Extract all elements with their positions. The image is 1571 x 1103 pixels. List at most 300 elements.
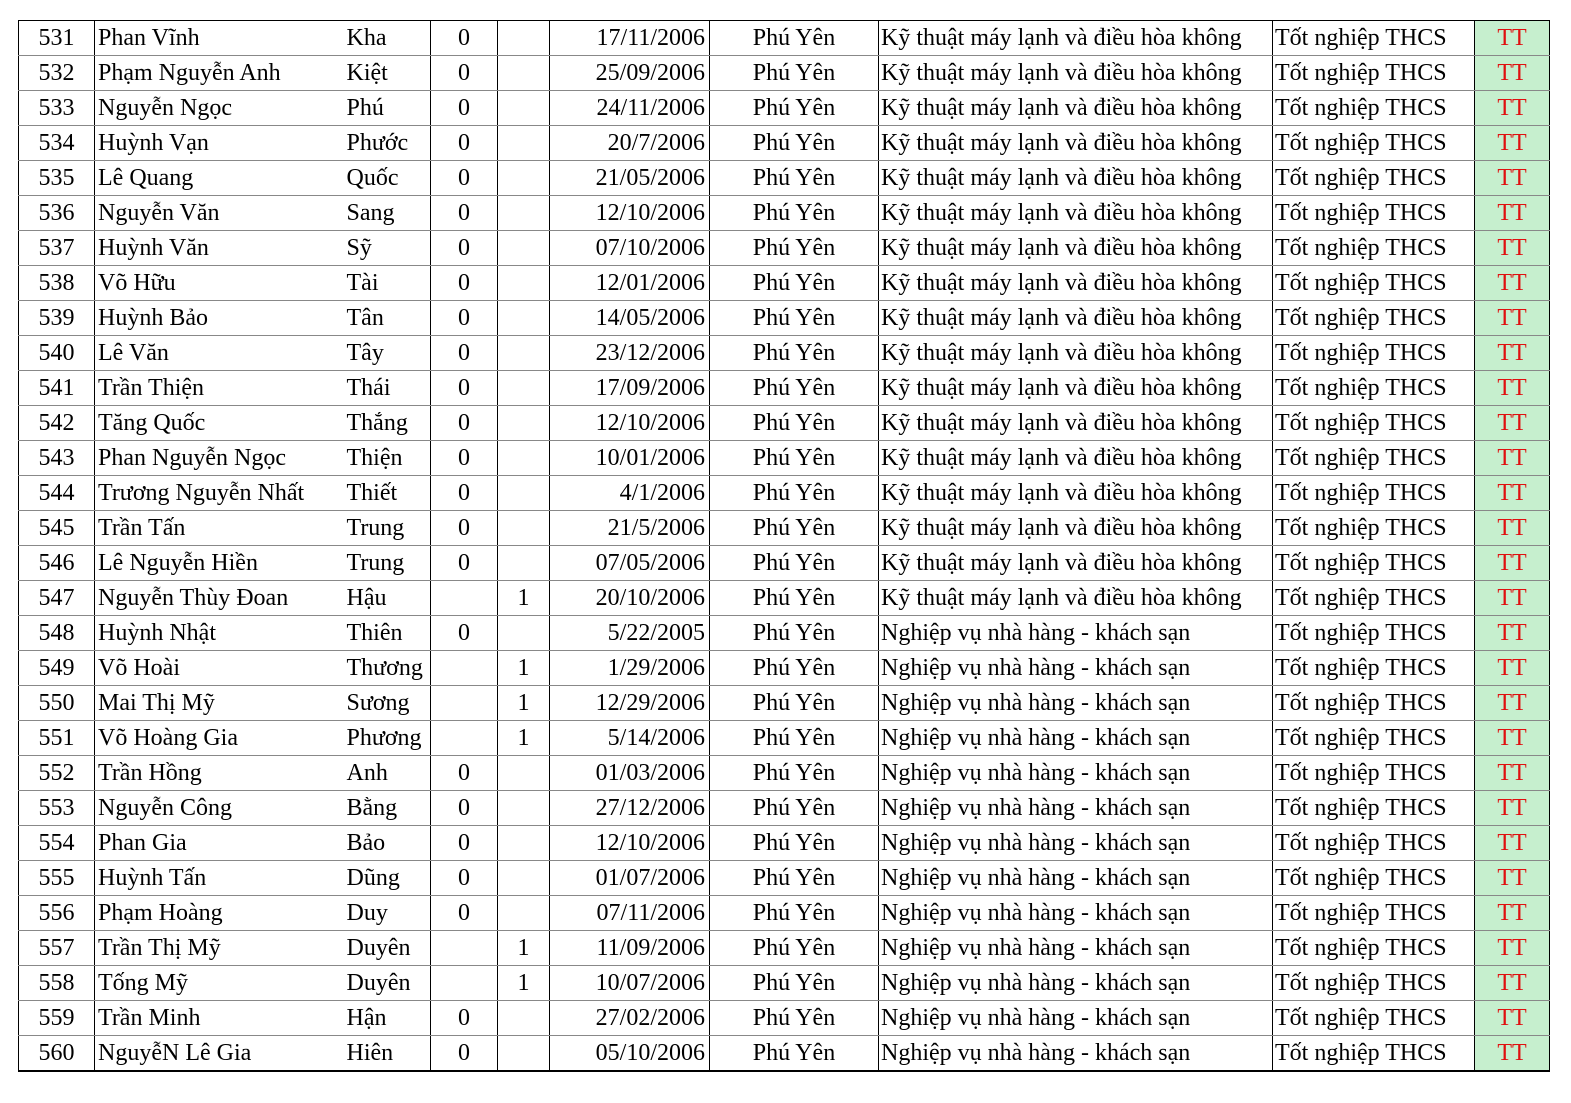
row-number-cell: 553 (19, 791, 95, 826)
education-level-cell: Tốt nghiệp THCS (1273, 371, 1475, 406)
birthplace-cell: Phú Yên (710, 161, 879, 196)
male-cell: 0 (431, 91, 498, 126)
female-cell: 1 (498, 931, 550, 966)
birth-date-cell: 07/05/2006 (550, 546, 710, 581)
education-level-cell: Tốt nghiệp THCS (1273, 1036, 1475, 1072)
female-cell (498, 231, 550, 266)
given-name-cell: Bảo (345, 826, 431, 861)
given-name-cell: Thiên (345, 616, 431, 651)
male-cell: 0 (431, 826, 498, 861)
given-name-cell: Tây (345, 336, 431, 371)
male-cell: 0 (431, 616, 498, 651)
status-cell: TT (1475, 756, 1550, 791)
status-cell: TT (1475, 1001, 1550, 1036)
status-cell: TT (1475, 931, 1550, 966)
major-cell: Nghiệp vụ nhà hàng - khách sạn (879, 931, 1273, 966)
major-cell: Nghiệp vụ nhà hàng - khách sạn (879, 966, 1273, 1001)
birthplace-cell: Phú Yên (710, 231, 879, 266)
major-cell: Nghiệp vụ nhà hàng - khách sạn (879, 721, 1273, 756)
row-number-cell: 536 (19, 196, 95, 231)
birthplace-cell: Phú Yên (710, 616, 879, 651)
birthplace-cell: Phú Yên (710, 266, 879, 301)
row-number-cell: 547 (19, 581, 95, 616)
surname-cell: Võ Hoàng Gia (95, 721, 345, 756)
birthplace-cell: Phú Yên (710, 21, 879, 56)
row-number-cell: 543 (19, 441, 95, 476)
male-cell: 0 (431, 126, 498, 161)
major-cell: Kỹ thuật máy lạnh và điều hòa không (879, 581, 1273, 616)
given-name-cell: Sỹ (345, 231, 431, 266)
surname-cell: Lê Văn (95, 336, 345, 371)
birthplace-cell: Phú Yên (710, 196, 879, 231)
surname-cell: Tống Mỹ (95, 966, 345, 1001)
male-cell: 0 (431, 196, 498, 231)
surname-cell: Phan Nguyễn Ngọc (95, 441, 345, 476)
row-number-cell: 551 (19, 721, 95, 756)
birthplace-cell: Phú Yên (710, 791, 879, 826)
birth-date-cell: 17/09/2006 (550, 371, 710, 406)
major-cell: Nghiệp vụ nhà hàng - khách sạn (879, 1001, 1273, 1036)
table-row (19, 126, 1550, 161)
birthplace-cell: Phú Yên (710, 651, 879, 686)
female-cell (498, 336, 550, 371)
male-cell: 0 (431, 896, 498, 931)
birthplace-cell: Phú Yên (710, 336, 879, 371)
status-cell: TT (1475, 791, 1550, 826)
education-level-cell: Tốt nghiệp THCS (1273, 56, 1475, 91)
given-name-cell: Thái (345, 371, 431, 406)
female-cell (498, 196, 550, 231)
table-row (19, 336, 1550, 371)
birth-date-cell: 12/10/2006 (550, 196, 710, 231)
surname-cell: Huỳnh Vạn (95, 126, 345, 161)
female-cell (498, 546, 550, 581)
surname-cell: Nguyễn Thùy Đoan (95, 581, 345, 616)
surname-cell: Phạm Hoàng (95, 896, 345, 931)
status-cell: TT (1475, 161, 1550, 196)
birthplace-cell: Phú Yên (710, 56, 879, 91)
given-name-cell: Kha (345, 21, 431, 56)
birthplace-cell: Phú Yên (710, 511, 879, 546)
surname-cell: Mai Thị Mỹ (95, 686, 345, 721)
status-cell: TT (1475, 581, 1550, 616)
surname-cell: Huỳnh Văn (95, 231, 345, 266)
education-level-cell: Tốt nghiệp THCS (1273, 616, 1475, 651)
status-cell: TT (1475, 371, 1550, 406)
given-name-cell: Phước (345, 126, 431, 161)
surname-cell: Trần Thị Mỹ (95, 931, 345, 966)
row-number-cell: 539 (19, 301, 95, 336)
male-cell: 0 (431, 476, 498, 511)
female-cell (498, 441, 550, 476)
female-cell (498, 161, 550, 196)
major-cell: Nghiệp vụ nhà hàng - khách sạn (879, 861, 1273, 896)
birth-date-cell: 21/5/2006 (550, 511, 710, 546)
surname-cell: Nguyễn Công (95, 791, 345, 826)
status-cell: TT (1475, 651, 1550, 686)
table-row (19, 826, 1550, 861)
male-cell: 0 (431, 336, 498, 371)
birth-date-cell: 25/09/2006 (550, 56, 710, 91)
education-level-cell: Tốt nghiệp THCS (1273, 161, 1475, 196)
table-row (19, 406, 1550, 441)
row-number-cell: 542 (19, 406, 95, 441)
education-level-cell: Tốt nghiệp THCS (1273, 966, 1475, 1001)
table-row (19, 651, 1550, 686)
surname-cell: Tăng Quốc (95, 406, 345, 441)
given-name-cell: Tân (345, 301, 431, 336)
table-row (19, 231, 1550, 266)
female-cell: 1 (498, 651, 550, 686)
birth-date-cell: 12/10/2006 (550, 826, 710, 861)
education-level-cell: Tốt nghiệp THCS (1273, 266, 1475, 301)
education-level-cell: Tốt nghiệp THCS (1273, 861, 1475, 896)
table-row (19, 441, 1550, 476)
row-number-cell: 550 (19, 686, 95, 721)
given-name-cell: Hận (345, 1001, 431, 1036)
female-cell (498, 301, 550, 336)
table-row (19, 686, 1550, 721)
female-cell (498, 21, 550, 56)
surname-cell: Phan Gia (95, 826, 345, 861)
birthplace-cell: Phú Yên (710, 441, 879, 476)
surname-cell: Trương Nguyễn Nhất (95, 476, 345, 511)
birthplace-cell: Phú Yên (710, 826, 879, 861)
major-cell: Nghiệp vụ nhà hàng - khách sạn (879, 791, 1273, 826)
male-cell: 0 (431, 21, 498, 56)
education-level-cell: Tốt nghiệp THCS (1273, 896, 1475, 931)
female-cell (498, 861, 550, 896)
given-name-cell: Hiên (345, 1036, 431, 1072)
table-row (19, 1001, 1550, 1036)
education-level-cell: Tốt nghiệp THCS (1273, 406, 1475, 441)
surname-cell: Trần Tấn (95, 511, 345, 546)
row-number-cell: 544 (19, 476, 95, 511)
male-cell: 0 (431, 861, 498, 896)
female-cell (498, 126, 550, 161)
birthplace-cell: Phú Yên (710, 476, 879, 511)
birthplace-cell: Phú Yên (710, 756, 879, 791)
table-row (19, 1036, 1550, 1072)
status-cell: TT (1475, 21, 1550, 56)
male-cell: 0 (431, 511, 498, 546)
given-name-cell: Dũng (345, 861, 431, 896)
row-number-cell: 558 (19, 966, 95, 1001)
major-cell: Nghiệp vụ nhà hàng - khách sạn (879, 756, 1273, 791)
birthplace-cell: Phú Yên (710, 371, 879, 406)
row-number-cell: 538 (19, 266, 95, 301)
surname-cell: Phạm Nguyễn Anh (95, 56, 345, 91)
given-name-cell: Tài (345, 266, 431, 301)
status-cell: TT (1475, 616, 1550, 651)
education-level-cell: Tốt nghiệp THCS (1273, 546, 1475, 581)
surname-cell: Trần Hồng (95, 756, 345, 791)
table-row (19, 616, 1550, 651)
status-cell: TT (1475, 231, 1550, 266)
table-row (19, 161, 1550, 196)
given-name-cell: Trung (345, 511, 431, 546)
surname-cell: Trần Minh (95, 1001, 345, 1036)
table-row (19, 791, 1550, 826)
row-number-cell: 532 (19, 56, 95, 91)
given-name-cell: Quốc (345, 161, 431, 196)
female-cell (498, 756, 550, 791)
surname-cell: Trần Thiện (95, 371, 345, 406)
education-level-cell: Tốt nghiệp THCS (1273, 721, 1475, 756)
birthplace-cell: Phú Yên (710, 861, 879, 896)
birthplace-cell: Phú Yên (710, 126, 879, 161)
education-level-cell: Tốt nghiệp THCS (1273, 126, 1475, 161)
given-name-cell: Phương (345, 721, 431, 756)
row-number-cell: 557 (19, 931, 95, 966)
table-row (19, 581, 1550, 616)
major-cell: Kỹ thuật máy lạnh và điều hòa không (879, 21, 1273, 56)
birth-date-cell: 20/7/2006 (550, 126, 710, 161)
status-cell: TT (1475, 511, 1550, 546)
given-name-cell: Thiết (345, 476, 431, 511)
row-number-cell: 535 (19, 161, 95, 196)
table-row (19, 91, 1550, 126)
birth-date-cell: 10/07/2006 (550, 966, 710, 1001)
row-number-cell: 552 (19, 756, 95, 791)
status-cell: TT (1475, 476, 1550, 511)
birthplace-cell: Phú Yên (710, 686, 879, 721)
given-name-cell: Hậu (345, 581, 431, 616)
given-name-cell: Bằng (345, 791, 431, 826)
male-cell: 0 (431, 1001, 498, 1036)
major-cell: Kỹ thuật máy lạnh và điều hòa không (879, 196, 1273, 231)
male-cell (431, 686, 498, 721)
row-number-cell: 560 (19, 1036, 95, 1072)
surname-cell: Lê Nguyễn Hiền (95, 546, 345, 581)
birthplace-cell: Phú Yên (710, 721, 879, 756)
major-cell: Nghiệp vụ nhà hàng - khách sạn (879, 616, 1273, 651)
major-cell: Kỹ thuật máy lạnh và điều hòa không (879, 231, 1273, 266)
surname-cell: Nguyễn Văn (95, 196, 345, 231)
birth-date-cell: 4/1/2006 (550, 476, 710, 511)
surname-cell: Lê Quang (95, 161, 345, 196)
female-cell (498, 896, 550, 931)
row-number-cell: 533 (19, 91, 95, 126)
birth-date-cell: 10/01/2006 (550, 441, 710, 476)
birth-date-cell: 12/01/2006 (550, 266, 710, 301)
row-number-cell: 545 (19, 511, 95, 546)
education-level-cell: Tốt nghiệp THCS (1273, 686, 1475, 721)
birth-date-cell: 01/07/2006 (550, 861, 710, 896)
female-cell (498, 826, 550, 861)
major-cell: Kỹ thuật máy lạnh và điều hòa không (879, 56, 1273, 91)
given-name-cell: Phú (345, 91, 431, 126)
surname-cell: Võ Hữu (95, 266, 345, 301)
status-cell: TT (1475, 966, 1550, 1001)
status-cell: TT (1475, 1036, 1550, 1072)
male-cell: 0 (431, 441, 498, 476)
birth-date-cell: 1/29/2006 (550, 651, 710, 686)
row-number-cell: 540 (19, 336, 95, 371)
female-cell (498, 371, 550, 406)
major-cell: Kỹ thuật máy lạnh và điều hòa không (879, 476, 1273, 511)
birthplace-cell: Phú Yên (710, 301, 879, 336)
row-number-cell: 531 (19, 21, 95, 56)
major-cell: Kỹ thuật máy lạnh và điều hòa không (879, 266, 1273, 301)
status-cell: TT (1475, 896, 1550, 931)
major-cell: Kỹ thuật máy lạnh và điều hòa không (879, 371, 1273, 406)
table-row (19, 196, 1550, 231)
birth-date-cell: 20/10/2006 (550, 581, 710, 616)
table-row (19, 756, 1550, 791)
female-cell (498, 511, 550, 546)
given-name-cell: Thương (345, 651, 431, 686)
status-cell: TT (1475, 126, 1550, 161)
birth-date-cell: 14/05/2006 (550, 301, 710, 336)
female-cell (498, 476, 550, 511)
female-cell (498, 91, 550, 126)
female-cell: 1 (498, 721, 550, 756)
table-row (19, 56, 1550, 91)
birth-date-cell: 12/10/2006 (550, 406, 710, 441)
table-row (19, 301, 1550, 336)
major-cell: Nghiệp vụ nhà hàng - khách sạn (879, 651, 1273, 686)
female-cell (498, 616, 550, 651)
male-cell: 0 (431, 406, 498, 441)
table-row (19, 266, 1550, 301)
education-level-cell: Tốt nghiệp THCS (1273, 826, 1475, 861)
status-cell: TT (1475, 266, 1550, 301)
education-level-cell: Tốt nghiệp THCS (1273, 476, 1475, 511)
table-row (19, 476, 1550, 511)
birth-date-cell: 5/22/2005 (550, 616, 710, 651)
status-cell: TT (1475, 301, 1550, 336)
birth-date-cell: 07/11/2006 (550, 896, 710, 931)
female-cell: 1 (498, 966, 550, 1001)
education-level-cell: Tốt nghiệp THCS (1273, 441, 1475, 476)
female-cell (498, 1036, 550, 1072)
major-cell: Kỹ thuật máy lạnh và điều hòa không (879, 161, 1273, 196)
male-cell (431, 721, 498, 756)
table-row (19, 546, 1550, 581)
row-number-cell: 537 (19, 231, 95, 266)
education-level-cell: Tốt nghiệp THCS (1273, 91, 1475, 126)
given-name-cell: Duyên (345, 966, 431, 1001)
education-level-cell: Tốt nghiệp THCS (1273, 791, 1475, 826)
row-number-cell: 546 (19, 546, 95, 581)
education-level-cell: Tốt nghiệp THCS (1273, 336, 1475, 371)
education-level-cell: Tốt nghiệp THCS (1273, 301, 1475, 336)
status-cell: TT (1475, 826, 1550, 861)
surname-cell: Võ Hoài (95, 651, 345, 686)
given-name-cell: Duyên (345, 931, 431, 966)
surname-cell: Huỳnh Nhật (95, 616, 345, 651)
major-cell: Kỹ thuật máy lạnh và điều hòa không (879, 301, 1273, 336)
male-cell (431, 651, 498, 686)
education-level-cell: Tốt nghiệp THCS (1273, 21, 1475, 56)
female-cell (498, 1001, 550, 1036)
male-cell: 0 (431, 546, 498, 581)
birthplace-cell: Phú Yên (710, 581, 879, 616)
status-cell: TT (1475, 546, 1550, 581)
female-cell: 1 (498, 686, 550, 721)
given-name-cell: Trung (345, 546, 431, 581)
birth-date-cell: 12/29/2006 (550, 686, 710, 721)
male-cell: 0 (431, 371, 498, 406)
birthplace-cell: Phú Yên (710, 546, 879, 581)
male-cell (431, 966, 498, 1001)
given-name-cell: Thắng (345, 406, 431, 441)
surname-cell: Nguyễn Ngọc (95, 91, 345, 126)
education-level-cell: Tốt nghiệp THCS (1273, 931, 1475, 966)
education-level-cell: Tốt nghiệp THCS (1273, 651, 1475, 686)
surname-cell: Huỳnh Bảo (95, 301, 345, 336)
birth-date-cell: 17/11/2006 (550, 21, 710, 56)
birthplace-cell: Phú Yên (710, 91, 879, 126)
major-cell: Nghiệp vụ nhà hàng - khách sạn (879, 826, 1273, 861)
row-number-cell: 556 (19, 896, 95, 931)
status-cell: TT (1475, 406, 1550, 441)
given-name-cell: Sang (345, 196, 431, 231)
education-level-cell: Tốt nghiệp THCS (1273, 196, 1475, 231)
female-cell: 1 (498, 581, 550, 616)
birthplace-cell: Phú Yên (710, 896, 879, 931)
birth-date-cell: 21/05/2006 (550, 161, 710, 196)
row-number-cell: 554 (19, 826, 95, 861)
birth-date-cell: 05/10/2006 (550, 1036, 710, 1072)
birth-date-cell: 23/12/2006 (550, 336, 710, 371)
male-cell (431, 931, 498, 966)
surname-cell: NguyễN Lê Gia (95, 1036, 345, 1072)
education-level-cell: Tốt nghiệp THCS (1273, 1001, 1475, 1036)
education-level-cell: Tốt nghiệp THCS (1273, 511, 1475, 546)
male-cell: 0 (431, 1036, 498, 1072)
row-number-cell: 555 (19, 861, 95, 896)
birthplace-cell: Phú Yên (710, 406, 879, 441)
major-cell: Kỹ thuật máy lạnh và điều hòa không (879, 511, 1273, 546)
status-cell: TT (1475, 861, 1550, 896)
major-cell: Kỹ thuật máy lạnh và điều hòa không (879, 126, 1273, 161)
male-cell: 0 (431, 301, 498, 336)
surname-cell: Phan Vĩnh (95, 21, 345, 56)
given-name-cell: Sương (345, 686, 431, 721)
major-cell: Nghiệp vụ nhà hàng - khách sạn (879, 1036, 1273, 1072)
major-cell: Kỹ thuật máy lạnh và điều hòa không (879, 336, 1273, 371)
female-cell (498, 266, 550, 301)
male-cell (431, 581, 498, 616)
birth-date-cell: 07/10/2006 (550, 231, 710, 266)
student-table (18, 20, 1550, 1072)
table-row (19, 511, 1550, 546)
birth-date-cell: 27/12/2006 (550, 791, 710, 826)
major-cell: Nghiệp vụ nhà hàng - khách sạn (879, 686, 1273, 721)
birth-date-cell: 27/02/2006 (550, 1001, 710, 1036)
given-name-cell: Duy (345, 896, 431, 931)
education-level-cell: Tốt nghiệp THCS (1273, 756, 1475, 791)
table-row (19, 966, 1550, 1001)
birth-date-cell: 11/09/2006 (550, 931, 710, 966)
given-name-cell: Anh (345, 756, 431, 791)
birthplace-cell: Phú Yên (710, 1001, 879, 1036)
birth-date-cell: 24/11/2006 (550, 91, 710, 126)
major-cell: Kỹ thuật máy lạnh và điều hòa không (879, 441, 1273, 476)
male-cell: 0 (431, 791, 498, 826)
education-level-cell: Tốt nghiệp THCS (1273, 231, 1475, 266)
major-cell: Nghiệp vụ nhà hàng - khách sạn (879, 896, 1273, 931)
male-cell: 0 (431, 756, 498, 791)
status-cell: TT (1475, 336, 1550, 371)
given-name-cell: Thiện (345, 441, 431, 476)
status-cell: TT (1475, 56, 1550, 91)
birthplace-cell: Phú Yên (710, 966, 879, 1001)
female-cell (498, 56, 550, 91)
status-cell: TT (1475, 196, 1550, 231)
